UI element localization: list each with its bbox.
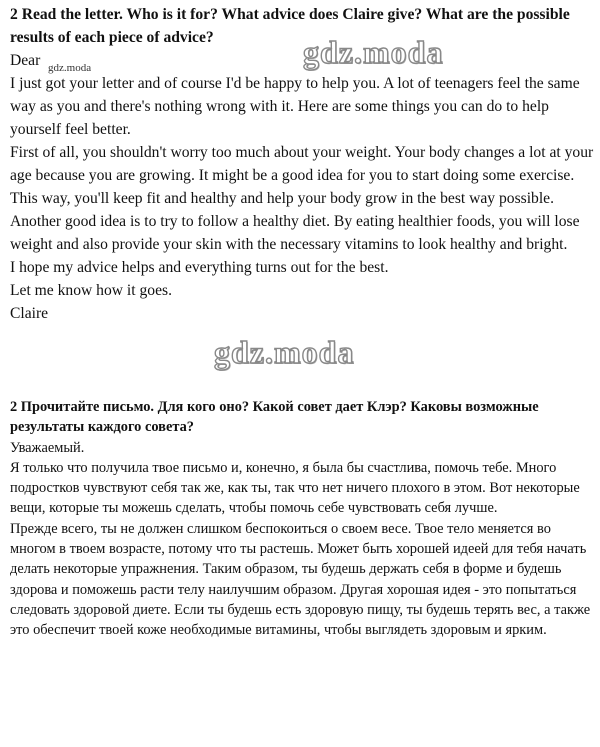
english-paragraph-3: I hope my advice helps and everything turns out for the best.: [10, 259, 389, 276]
english-paragraph-1: I just got your letter and of course I'd be happy to help you. A lot of teenagers feel the same way as you and there's nothing wrong with it. Here are some things you can do to help yourself feel better.: [10, 75, 580, 138]
russian-section: [10, 397, 598, 641]
russian-salutation: Уважаемый.: [10, 439, 85, 456]
english-salutation: Dear: [10, 52, 41, 69]
watermark-middle: gdz.moda: [214, 334, 355, 370]
english-signature: Claire: [10, 305, 49, 322]
watermark-top: gdz.moda: [303, 34, 444, 70]
russian-heading: 2 Прочитайте письмо. Для кого оно? Какой совет дает Клэр? Каковы возможные результаты каждого совета?: [10, 399, 539, 436]
russian-paragraph-2: Прежде всего, ты не должен слишком беспокоиться о своем весе. Твое тело меняется во многом в твоем возрасте, потому что ты растешь. Может быть хорошей идеей для тебя начать делать некоторые упражнения. Таким образом, ты будешь держать себя в форме и будешь здорова и поможешь расти телу наилучшим образом. Другая хорошая идея - это попытаться следовать здоровой диете. Если ты будешь есть здоровую пищу, ты будешь терять вес, а также это обеспечит твоей коже необходимые витамины, чтобы выглядеть здоровым и ярким.: [10, 520, 591, 639]
english-paragraph-4: Let me know how it goes.: [10, 282, 172, 299]
russian-paragraph-1: Я только что получила твое письмо и, конечно, я была бы счастлива, помочь тебе. Много подростков чувствуют себя так же, как ты, так что нет ничего плохого в этом. Вот некоторые вещи, которые ты можешь сделать, чтобы помочь себе чувствовать себя лучше.: [10, 459, 580, 517]
english-heading: 2 Read the letter. Who is it for? What advice does Claire give? What are the possible results of each piece of advice?: [10, 6, 570, 46]
watermark-small: gdz.moda: [48, 62, 92, 74]
english-paragraph-2: First of all, you shouldn't worry too much about your weight. Your body changes a lot at your age because you are growing. It might be a good idea for you to start doing some exercise. This way, you'll keep fit and healthy and help your body grow in the best way possible. Another good idea is to try to follow a healthy diet. By eating healthier foods, you will lose weight and also provide your skin with the necessary vitamins to look healthy and bright.: [10, 144, 594, 253]
